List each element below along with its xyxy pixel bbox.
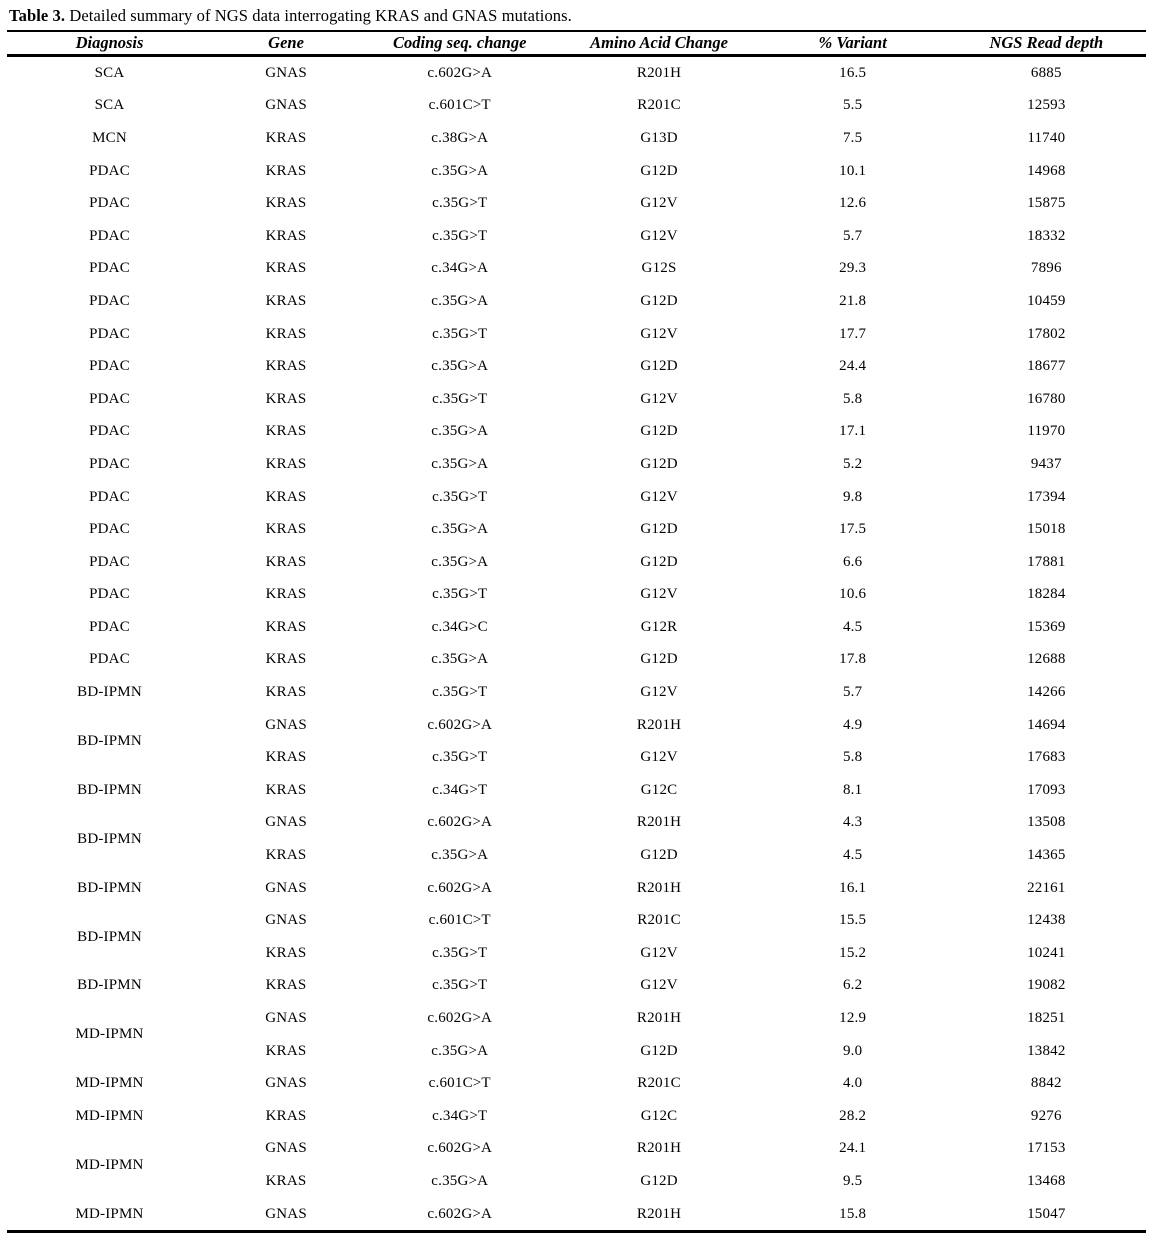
cell-diagnosis: SCA <box>94 97 125 114</box>
cell-diagnosis: PDAC <box>89 162 130 179</box>
cell-amino-acid-change: G12S <box>641 260 677 277</box>
cell-amino-acid-change: G12D <box>640 553 678 570</box>
table-row <box>7 285 1146 318</box>
cell-diagnosis: MCN <box>92 129 127 146</box>
cell-amino-acid-change: G12D <box>640 358 678 375</box>
cell-diagnosis: MD-IPMN <box>75 1107 144 1124</box>
table-row <box>7 709 1146 742</box>
cell-diagnosis: PDAC <box>89 358 130 375</box>
cell-diagnosis: PDAC <box>89 260 130 277</box>
cell-gene: KRAS <box>265 684 307 701</box>
table-row <box>7 611 1146 644</box>
table-row <box>7 970 1146 1003</box>
cell-ngs-read-depth: 11740 <box>1027 129 1066 146</box>
cell-percent-variant: 6.2 <box>842 977 863 994</box>
table-row <box>7 481 1146 514</box>
cell-percent-variant: 5.8 <box>842 390 863 407</box>
cell-percent-variant: 28.2 <box>839 1107 867 1124</box>
cell-amino-acid-change: G12D <box>640 455 678 472</box>
cell-coding-seq-change: c.34G>T <box>432 781 488 798</box>
cell-diagnosis: PDAC <box>89 455 130 472</box>
table-caption-label: Table 3. <box>9 6 66 25</box>
cell-coding-seq-change: c.602G>A <box>427 814 493 831</box>
cell-diagnosis: PDAC <box>89 488 130 505</box>
table-row <box>7 220 1146 253</box>
cell-ngs-read-depth: 17683 <box>1027 749 1066 766</box>
column-header-coding-seq-change: Coding seq. change <box>360 31 559 56</box>
cell-amino-acid-change: R201H <box>636 1205 682 1222</box>
cell-diagnosis: BD-IPMN <box>77 684 142 701</box>
cell-coding-seq-change: c.602G>A <box>427 1140 493 1157</box>
table-row <box>7 1198 1146 1232</box>
cell-amino-acid-change: G12D <box>640 1172 678 1189</box>
cell-gene: KRAS <box>265 162 307 179</box>
cell-amino-acid-change: R201C <box>637 1075 681 1092</box>
cell-ngs-read-depth: 12593 <box>1027 97 1066 114</box>
cell-diagnosis: PDAC <box>89 423 130 440</box>
cell-ngs-read-depth: 17093 <box>1027 781 1066 798</box>
cell-coding-seq-change: c.35G>A <box>431 358 489 375</box>
cell-amino-acid-change: G12V <box>640 684 678 701</box>
cell-ngs-read-depth: 11970 <box>1027 423 1066 440</box>
cell-coding-seq-change: c.34G>A <box>431 260 489 277</box>
cell-percent-variant: 4.3 <box>842 814 863 831</box>
cell-coding-seq-change: c.601C>T <box>428 912 491 929</box>
cell-diagnosis: BD-IPMN <box>77 928 142 945</box>
cell-coding-seq-change: c.38G>A <box>431 129 489 146</box>
cell-coding-seq-change: c.602G>A <box>427 879 493 896</box>
cell-diagnosis: BD-IPMN <box>77 879 142 896</box>
cell-gene: KRAS <box>265 1042 307 1059</box>
cell-gene: KRAS <box>265 651 307 668</box>
cell-gene: GNAS <box>265 64 307 81</box>
cell-amino-acid-change: G13D <box>640 129 678 146</box>
cell-percent-variant: 16.5 <box>839 64 867 81</box>
cell-coding-seq-change: c.35G>A <box>431 423 489 440</box>
cell-percent-variant: 12.9 <box>839 1010 867 1027</box>
cell-gene: KRAS <box>265 423 307 440</box>
table-row <box>7 1100 1146 1133</box>
cell-ngs-read-depth: 17881 <box>1027 553 1066 570</box>
cell-amino-acid-change: G12V <box>640 586 678 603</box>
cell-ngs-read-depth: 13842 <box>1027 1042 1066 1059</box>
cell-coding-seq-change: c.602G>A <box>427 1205 493 1222</box>
cell-gene: GNAS <box>265 97 307 114</box>
cell-percent-variant: 17.8 <box>839 651 867 668</box>
cell-percent-variant: 24.4 <box>839 358 867 375</box>
cell-amino-acid-change: G12R <box>640 618 678 635</box>
cell-percent-variant: 5.2 <box>842 455 863 472</box>
cell-gene: KRAS <box>265 325 307 342</box>
cell-amino-acid-change: G12V <box>640 227 678 244</box>
cell-percent-variant: 15.8 <box>839 1205 867 1222</box>
cell-gene: KRAS <box>265 455 307 472</box>
table-row <box>7 807 1146 840</box>
cell-gene: KRAS <box>265 390 307 407</box>
cell-gene: KRAS <box>265 521 307 538</box>
cell-gene: GNAS <box>265 879 307 896</box>
cell-coding-seq-change: c.601C>T <box>428 1075 491 1092</box>
cell-amino-acid-change: G12C <box>640 781 678 798</box>
table-row <box>7 187 1146 220</box>
table-caption-text: Detailed summary of NGS data interrogating KRAS and GNAS mutations. <box>65 6 572 25</box>
cell-gene: KRAS <box>265 977 307 994</box>
cell-coding-seq-change: c.35G>A <box>431 651 489 668</box>
cell-gene: KRAS <box>265 944 307 961</box>
table-caption <box>7 4 1146 28</box>
cell-percent-variant: 16.1 <box>839 879 867 896</box>
cell-coding-seq-change: c.602G>A <box>427 64 493 81</box>
cell-amino-acid-change: G12V <box>640 977 678 994</box>
cell-amino-acid-change: R201H <box>636 1010 682 1027</box>
cell-percent-variant: 15.5 <box>839 912 867 929</box>
cell-gene: KRAS <box>265 1107 307 1124</box>
cell-amino-acid-change: G12V <box>640 488 678 505</box>
cell-diagnosis: PDAC <box>89 618 130 635</box>
cell-ngs-read-depth: 10241 <box>1027 944 1066 961</box>
cell-percent-variant: 21.8 <box>839 292 867 309</box>
cell-percent-variant: 12.6 <box>839 195 867 212</box>
cell-ngs-read-depth: 16780 <box>1027 390 1066 407</box>
cell-percent-variant: 5.7 <box>842 227 863 244</box>
cell-ngs-read-depth: 14968 <box>1027 162 1066 179</box>
cell-coding-seq-change: c.35G>T <box>432 195 488 212</box>
cell-ngs-read-depth: 13468 <box>1027 1172 1066 1189</box>
cell-coding-seq-change: c.35G>T <box>432 749 488 766</box>
cell-diagnosis: BD-IPMN <box>77 830 142 847</box>
table-row <box>7 416 1146 449</box>
cell-ngs-read-depth: 15018 <box>1027 521 1066 538</box>
cell-percent-variant: 17.5 <box>839 521 867 538</box>
cell-diagnosis: MD-IPMN <box>75 1156 144 1173</box>
cell-ngs-read-depth: 15047 <box>1027 1205 1066 1222</box>
cell-percent-variant: 7.5 <box>842 129 863 146</box>
cell-ngs-read-depth: 19082 <box>1027 977 1066 994</box>
cell-diagnosis: PDAC <box>89 651 130 668</box>
cell-ngs-read-depth: 7896 <box>1030 260 1062 277</box>
cell-ngs-read-depth: 18332 <box>1027 227 1066 244</box>
cell-gene: GNAS <box>265 1075 307 1092</box>
table-row <box>7 513 1146 546</box>
cell-gene: KRAS <box>265 129 307 146</box>
cell-ngs-read-depth: 18677 <box>1027 358 1066 375</box>
cell-percent-variant: 17.1 <box>839 423 867 440</box>
cell-percent-variant: 10.1 <box>839 162 867 179</box>
cell-percent-variant: 5.5 <box>842 97 863 114</box>
cell-percent-variant: 4.5 <box>842 618 863 635</box>
table-row <box>7 676 1146 709</box>
cell-diagnosis: BD-IPMN <box>77 977 142 994</box>
cell-percent-variant: 24.1 <box>839 1140 867 1157</box>
cell-coding-seq-change: c.34G>T <box>432 1107 488 1124</box>
cell-ngs-read-depth: 17153 <box>1027 1140 1066 1157</box>
cell-ngs-read-depth: 15875 <box>1027 195 1066 212</box>
cell-amino-acid-change: G12D <box>640 162 678 179</box>
cell-gene: GNAS <box>265 1140 307 1157</box>
cell-percent-variant: 5.7 <box>842 684 863 701</box>
cell-gene: KRAS <box>265 618 307 635</box>
cell-gene: GNAS <box>265 1205 307 1222</box>
cell-diagnosis: PDAC <box>89 553 130 570</box>
cell-coding-seq-change: c.35G>A <box>431 847 489 864</box>
ngs-mutations-table <box>7 30 1146 1233</box>
cell-ngs-read-depth: 17394 <box>1027 488 1066 505</box>
table-row <box>7 872 1146 905</box>
cell-coding-seq-change: c.35G>A <box>431 1172 489 1189</box>
cell-coding-seq-change: c.35G>T <box>432 488 488 505</box>
cell-gene: KRAS <box>265 847 307 864</box>
table-row <box>7 56 1146 90</box>
cell-percent-variant: 9.5 <box>842 1172 863 1189</box>
table-row <box>7 448 1146 481</box>
cell-coding-seq-change: c.602G>A <box>427 1010 493 1027</box>
table-row <box>7 1002 1146 1035</box>
cell-percent-variant: 5.8 <box>842 749 863 766</box>
cell-amino-acid-change: R201H <box>636 1140 682 1157</box>
cell-coding-seq-change: c.601C>T <box>428 97 491 114</box>
table-row <box>7 904 1146 937</box>
cell-diagnosis: PDAC <box>89 195 130 212</box>
cell-percent-variant: 10.6 <box>839 586 867 603</box>
column-header-gene: Gene <box>212 31 360 56</box>
table-row <box>7 546 1146 579</box>
table-row <box>7 90 1146 123</box>
cell-gene: KRAS <box>265 260 307 277</box>
cell-percent-variant: 29.3 <box>839 260 867 277</box>
table-row <box>7 579 1146 612</box>
cell-ngs-read-depth: 9437 <box>1030 455 1062 472</box>
column-header-amino-acid-change: Amino Acid Change <box>559 31 758 56</box>
cell-ngs-read-depth: 15369 <box>1027 618 1066 635</box>
cell-amino-acid-change: R201H <box>636 64 682 81</box>
cell-coding-seq-change: c.35G>A <box>431 553 489 570</box>
table-row <box>7 383 1146 416</box>
cell-percent-variant: 17.7 <box>839 325 867 342</box>
cell-coding-seq-change: c.35G>A <box>431 521 489 538</box>
cell-gene: KRAS <box>265 488 307 505</box>
cell-amino-acid-change: R201H <box>636 879 682 896</box>
cell-amino-acid-change: G12D <box>640 651 678 668</box>
cell-gene: KRAS <box>265 227 307 244</box>
cell-amino-acid-change: G12D <box>640 847 678 864</box>
cell-percent-variant: 9.0 <box>842 1042 863 1059</box>
table-row <box>7 155 1146 188</box>
cell-gene: GNAS <box>265 716 307 733</box>
cell-amino-acid-change: R201C <box>637 912 681 929</box>
cell-gene: GNAS <box>265 814 307 831</box>
table-row <box>7 253 1146 286</box>
cell-coding-seq-change: c.35G>A <box>431 292 489 309</box>
cell-diagnosis: MD-IPMN <box>75 1075 144 1092</box>
cell-ngs-read-depth: 17802 <box>1027 325 1066 342</box>
cell-percent-variant: 6.6 <box>842 553 863 570</box>
cell-amino-acid-change: G12V <box>640 944 678 961</box>
cell-amino-acid-change: G12D <box>640 292 678 309</box>
cell-amino-acid-change: R201C <box>637 97 681 114</box>
cell-ngs-read-depth: 14365 <box>1027 847 1066 864</box>
cell-coding-seq-change: c.35G>T <box>432 684 488 701</box>
cell-diagnosis: BD-IPMN <box>77 781 142 798</box>
cell-coding-seq-change: c.35G>T <box>432 944 488 961</box>
cell-coding-seq-change: c.35G>T <box>432 227 488 244</box>
cell-coding-seq-change: c.35G>A <box>431 1042 489 1059</box>
cell-ngs-read-depth: 6885 <box>1030 64 1062 81</box>
cell-coding-seq-change: c.35G>A <box>431 455 489 472</box>
cell-amino-acid-change: R201H <box>636 716 682 733</box>
cell-amino-acid-change: G12D <box>640 423 678 440</box>
cell-coding-seq-change: c.602G>A <box>427 716 493 733</box>
cell-ngs-read-depth: 14694 <box>1027 716 1066 733</box>
cell-diagnosis: MD-IPMN <box>75 1205 144 1222</box>
cell-ngs-read-depth: 12438 <box>1027 912 1066 929</box>
cell-gene: GNAS <box>265 912 307 929</box>
cell-ngs-read-depth: 18251 <box>1027 1010 1066 1027</box>
table-header-row <box>7 31 1146 56</box>
cell-coding-seq-change: c.34G>C <box>431 618 488 635</box>
cell-percent-variant: 4.0 <box>842 1075 863 1092</box>
cell-diagnosis: PDAC <box>89 586 130 603</box>
cell-ngs-read-depth: 10459 <box>1027 292 1066 309</box>
cell-ngs-read-depth: 22161 <box>1027 879 1066 896</box>
cell-ngs-read-depth: 9276 <box>1030 1107 1062 1124</box>
cell-amino-acid-change: R201H <box>636 814 682 831</box>
table-row <box>7 644 1146 677</box>
cell-gene: KRAS <box>265 553 307 570</box>
table-row <box>7 350 1146 383</box>
table-row <box>7 1133 1146 1166</box>
cell-coding-seq-change: c.35G>T <box>432 586 488 603</box>
cell-coding-seq-change: c.35G>T <box>432 390 488 407</box>
cell-diagnosis: BD-IPMN <box>77 732 142 749</box>
column-header-percent-variant: % Variant <box>759 31 947 56</box>
cell-coding-seq-change: c.35G>T <box>432 977 488 994</box>
cell-coding-seq-change: c.35G>T <box>432 325 488 342</box>
cell-amino-acid-change: G12C <box>640 1107 678 1124</box>
cell-ngs-read-depth: 13508 <box>1027 814 1066 831</box>
cell-percent-variant: 4.5 <box>842 847 863 864</box>
table-row <box>7 318 1146 351</box>
cell-ngs-read-depth: 14266 <box>1027 684 1066 701</box>
cell-percent-variant: 9.8 <box>842 488 863 505</box>
cell-gene: KRAS <box>265 749 307 766</box>
cell-ngs-read-depth: 12688 <box>1027 651 1066 668</box>
table-row <box>7 774 1146 807</box>
cell-amino-acid-change: G12V <box>640 325 678 342</box>
cell-ngs-read-depth: 18284 <box>1027 586 1066 603</box>
cell-percent-variant: 4.9 <box>842 716 863 733</box>
table-row <box>7 1067 1146 1100</box>
cell-amino-acid-change: G12V <box>640 195 678 212</box>
cell-gene: KRAS <box>265 195 307 212</box>
cell-gene: KRAS <box>265 358 307 375</box>
column-header-ngs-read-depth: NGS Read depth <box>947 31 1146 56</box>
cell-amino-acid-change: G12V <box>640 749 678 766</box>
cell-amino-acid-change: G12V <box>640 390 678 407</box>
cell-gene: KRAS <box>265 586 307 603</box>
cell-diagnosis: PDAC <box>89 521 130 538</box>
cell-coding-seq-change: c.35G>A <box>431 162 489 179</box>
cell-percent-variant: 8.1 <box>842 781 863 798</box>
column-header-diagnosis: Diagnosis <box>7 31 212 56</box>
cell-ngs-read-depth: 8842 <box>1030 1075 1062 1092</box>
cell-amino-acid-change: G12D <box>640 521 678 538</box>
cell-diagnosis: MD-IPMN <box>75 1026 144 1043</box>
cell-gene: KRAS <box>265 1172 307 1189</box>
table-row <box>7 122 1146 155</box>
cell-diagnosis: SCA <box>94 64 125 81</box>
cell-gene: KRAS <box>265 781 307 798</box>
cell-diagnosis: PDAC <box>89 227 130 244</box>
cell-diagnosis: PDAC <box>89 292 130 309</box>
cell-diagnosis: PDAC <box>89 325 130 342</box>
cell-amino-acid-change: G12D <box>640 1042 678 1059</box>
cell-gene: GNAS <box>265 1010 307 1027</box>
cell-diagnosis: PDAC <box>89 390 130 407</box>
cell-gene: KRAS <box>265 292 307 309</box>
cell-percent-variant: 15.2 <box>839 944 867 961</box>
